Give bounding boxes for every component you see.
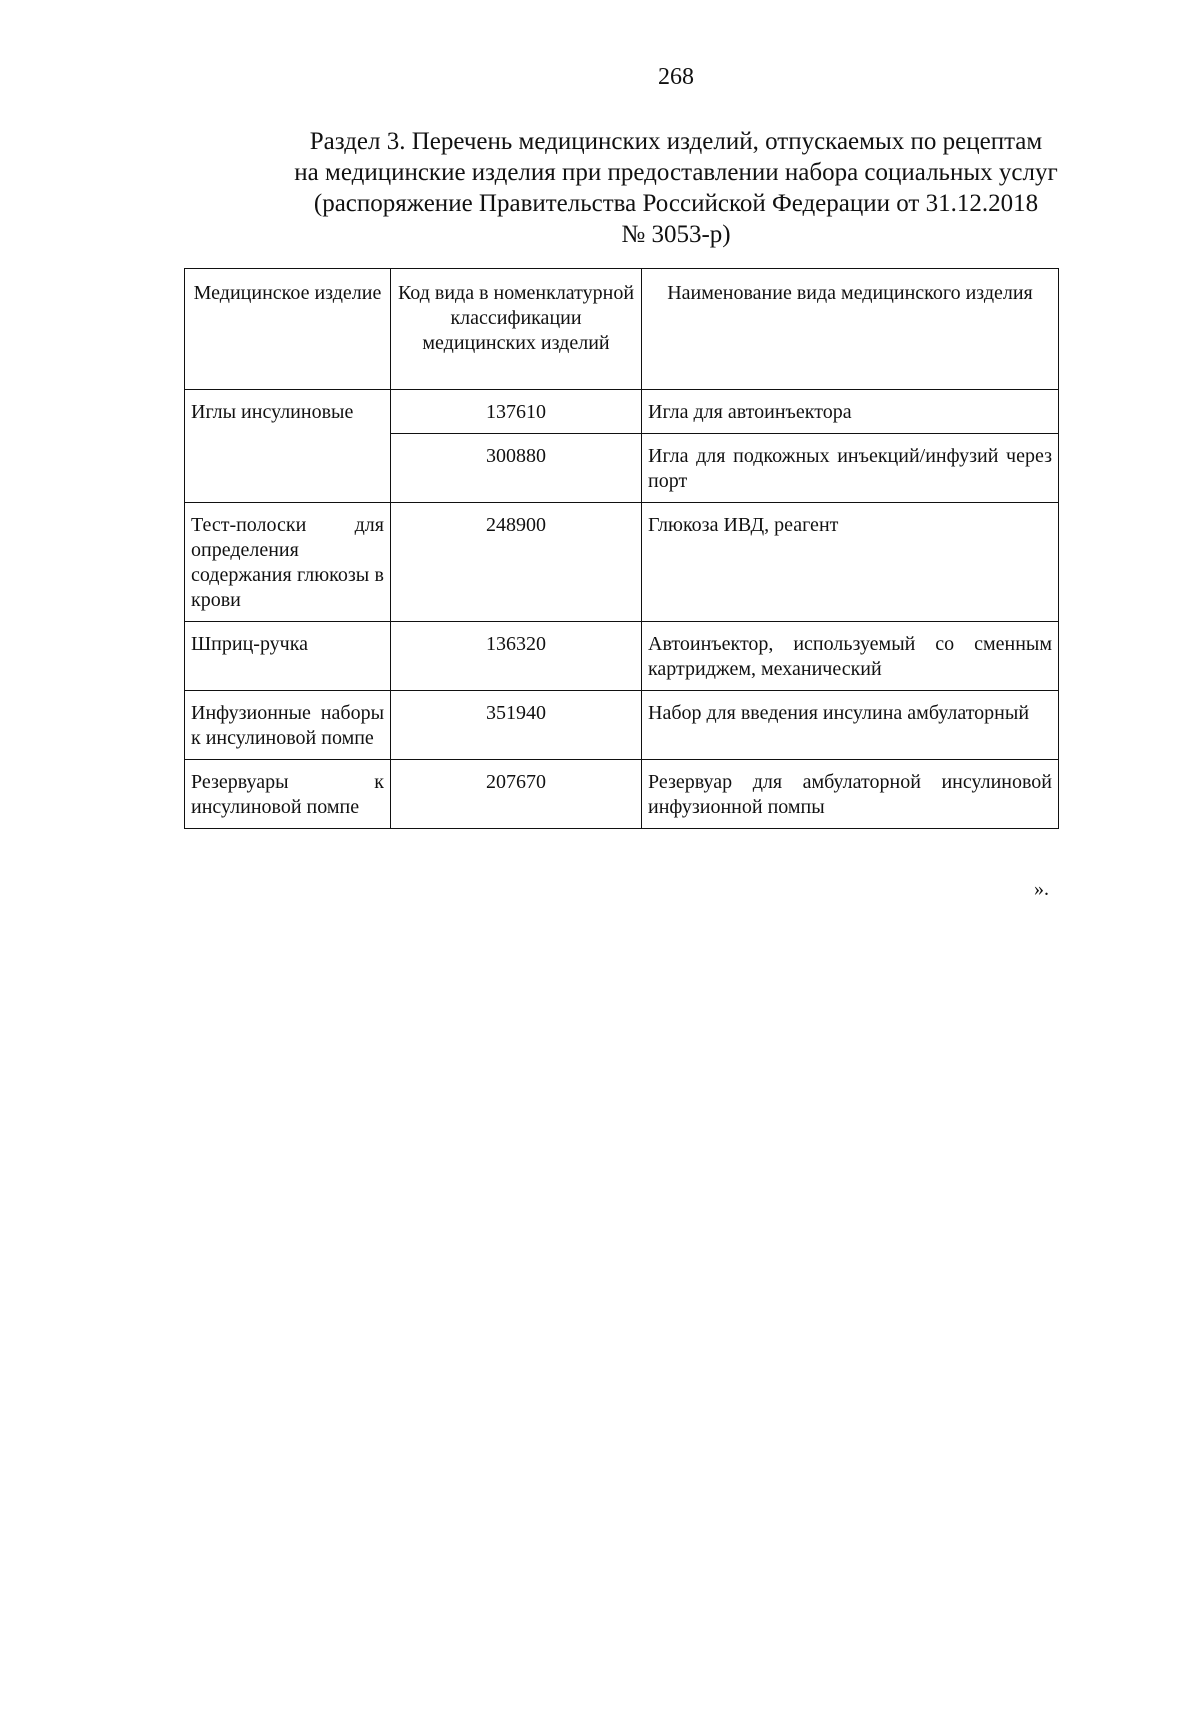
kind-cell: Резервуар для амбулаторной инсулиновой инфузионной помпы — [642, 760, 1059, 829]
header-device: Медицинское изделие — [185, 269, 391, 390]
device-cell: Резервуары к инсулиновой помпе — [185, 760, 391, 829]
table-row — [185, 390, 1059, 434]
page-number: 268 — [658, 64, 694, 90]
device-cell: Инфузионные наборы к инсулиновой помпе — [185, 691, 391, 760]
section-title-line: № 3053-р) — [621, 221, 731, 248]
kind-cell: Глюкоза ИВД, реагент — [642, 503, 1059, 622]
kind-cell: Набор для введения инсулина амбулаторный — [642, 691, 1059, 760]
section-title-line: (распоряжение Правительства Российской Федерации от 31.12.2018 — [313, 190, 1039, 217]
table-row — [185, 760, 1059, 829]
header-code: Код вида в номенклатурной классификации медицинских изделий — [391, 269, 642, 390]
table-row — [185, 503, 1059, 622]
kind-cell: Игла для подкожных инъекций/инфузий через порт — [642, 434, 1059, 503]
device-cell: Шприц-ручка — [185, 622, 391, 691]
table-row — [185, 622, 1059, 691]
header-kind: Наименование вида медицинского изделия — [642, 269, 1059, 390]
kind-cell: Игла для автоинъектора — [642, 390, 1059, 434]
device-cell: Тест-полоски для определения содержания глюкозы в крови — [185, 503, 391, 622]
section-title-line: на медицинские изделия при предоставлении набора социальных услуг — [294, 159, 1058, 186]
code-cell: 248900 — [391, 503, 642, 622]
code-cell: 300880 — [391, 434, 642, 503]
medical-devices-table — [184, 268, 1059, 829]
section-title — [200, 126, 1152, 250]
code-cell: 351940 — [391, 691, 642, 760]
section-title-line: Раздел 3. Перечень медицинских изделий, отпускаемых по рецептам — [309, 128, 1043, 155]
code-cell: 207670 — [391, 760, 642, 829]
code-cell: 137610 — [391, 390, 642, 434]
device-cell: Иглы инсулиновые — [185, 390, 391, 503]
table-row — [185, 691, 1059, 760]
closing-quote: ». — [1034, 878, 1049, 900]
code-cell: 136320 — [391, 622, 642, 691]
kind-cell: Автоинъектор, используемый со сменным картриджем, механический — [642, 622, 1059, 691]
table-header-row — [185, 269, 1059, 390]
